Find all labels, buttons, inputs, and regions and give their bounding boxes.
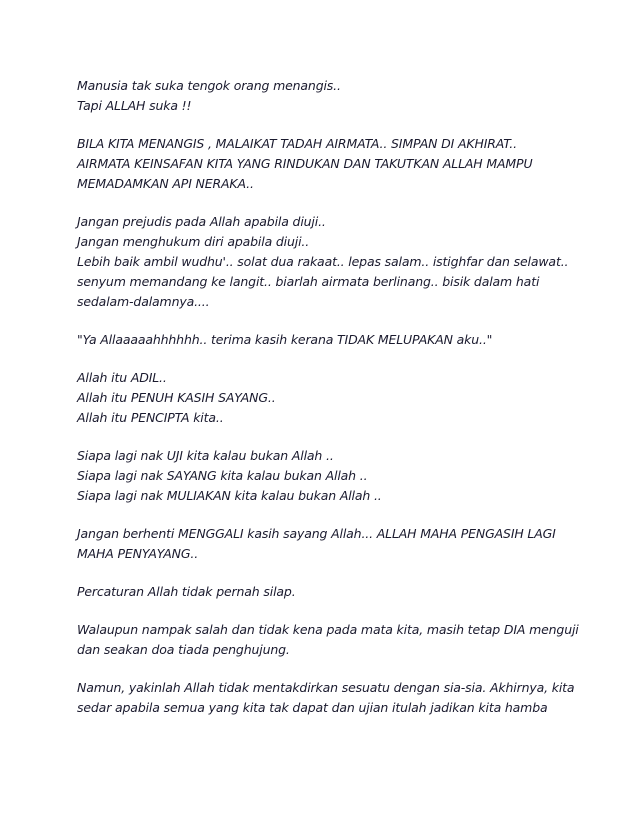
text-line: Jangan prejudis pada Allah apabila diuji.. xyxy=(77,214,326,229)
text-line: Allah itu ADIL.. xyxy=(77,370,167,385)
paragraph xyxy=(77,134,577,194)
text-line: sedar apabila semua yang kita tak dapat dan ujian itulah jadikan kita hamba xyxy=(77,700,548,715)
text-line: Siapa lagi nak SAYANG kita kalau bukan Allah .. xyxy=(77,468,368,483)
text-line: Manusia tak suka tengok orang menangis.. xyxy=(77,78,341,93)
text-line: senyum memandang ke langit.. biarlah airmata berlinang.. bisik dalam hati xyxy=(77,274,540,289)
text-line: Lebih baik ambil wudhu'.. solat dua rakaat.. lepas salam.. istighfar dan selawat.. xyxy=(77,254,569,269)
text-line: Tapi ALLAH suka !! xyxy=(77,98,192,113)
text-line: Walaupun nampak salah dan tidak kena pada mata kita, masih tetap DIA menguji xyxy=(77,622,579,637)
text-line: sedalam-dalamnya.... xyxy=(77,294,210,309)
paragraph xyxy=(77,678,577,718)
text-line: Namun, yakinlah Allah tidak mentakdirkan sesuatu dengan sia-sia. Akhirnya, kita xyxy=(77,680,575,695)
paragraph xyxy=(77,212,577,312)
text-line: Allah itu PENCIPTA kita.. xyxy=(77,410,224,425)
text-line: "Ya Allaaaaahhhhhh.. terima kasih kerana TIDAK MELUPAKAN aku.." xyxy=(77,332,493,347)
paragraph xyxy=(77,446,577,506)
paragraph xyxy=(77,524,577,564)
text-line: dan seakan doa tiada penghujung. xyxy=(77,642,290,657)
paragraph xyxy=(77,76,577,116)
text-line: BILA KITA MENANGIS , MALAIKAT TADAH AIRMATA.. SIMPAN DI AKHIRAT.. xyxy=(77,136,517,151)
paragraph xyxy=(77,330,577,350)
text-line: Allah itu PENUH KASIH SAYANG.. xyxy=(77,390,276,405)
text-line: MEMADAMKAN API NERAKA.. xyxy=(77,176,254,191)
text-line: Siapa lagi nak UJI kita kalau bukan Allah .. xyxy=(77,448,334,463)
text-line: Jangan menghukum diri apabila diuji.. xyxy=(77,234,310,249)
paragraph xyxy=(77,620,577,660)
text-line: MAHA PENYAYANG.. xyxy=(77,546,199,561)
text-line: Percaturan Allah tidak pernah silap. xyxy=(77,584,296,599)
document-body xyxy=(77,76,577,736)
paragraph xyxy=(77,368,577,428)
paragraph xyxy=(77,582,577,602)
text-line: Jangan berhenti MENGGALI kasih sayang Allah... ALLAH MAHA PENGASIH LAGI xyxy=(77,526,556,541)
text-line: AIRMATA KEINSAFAN KITA YANG RINDUKAN DAN TAKUTKAN ALLAH MAMPU xyxy=(77,156,533,171)
text-line: Siapa lagi nak MULIAKAN kita kalau bukan Allah .. xyxy=(77,488,382,503)
